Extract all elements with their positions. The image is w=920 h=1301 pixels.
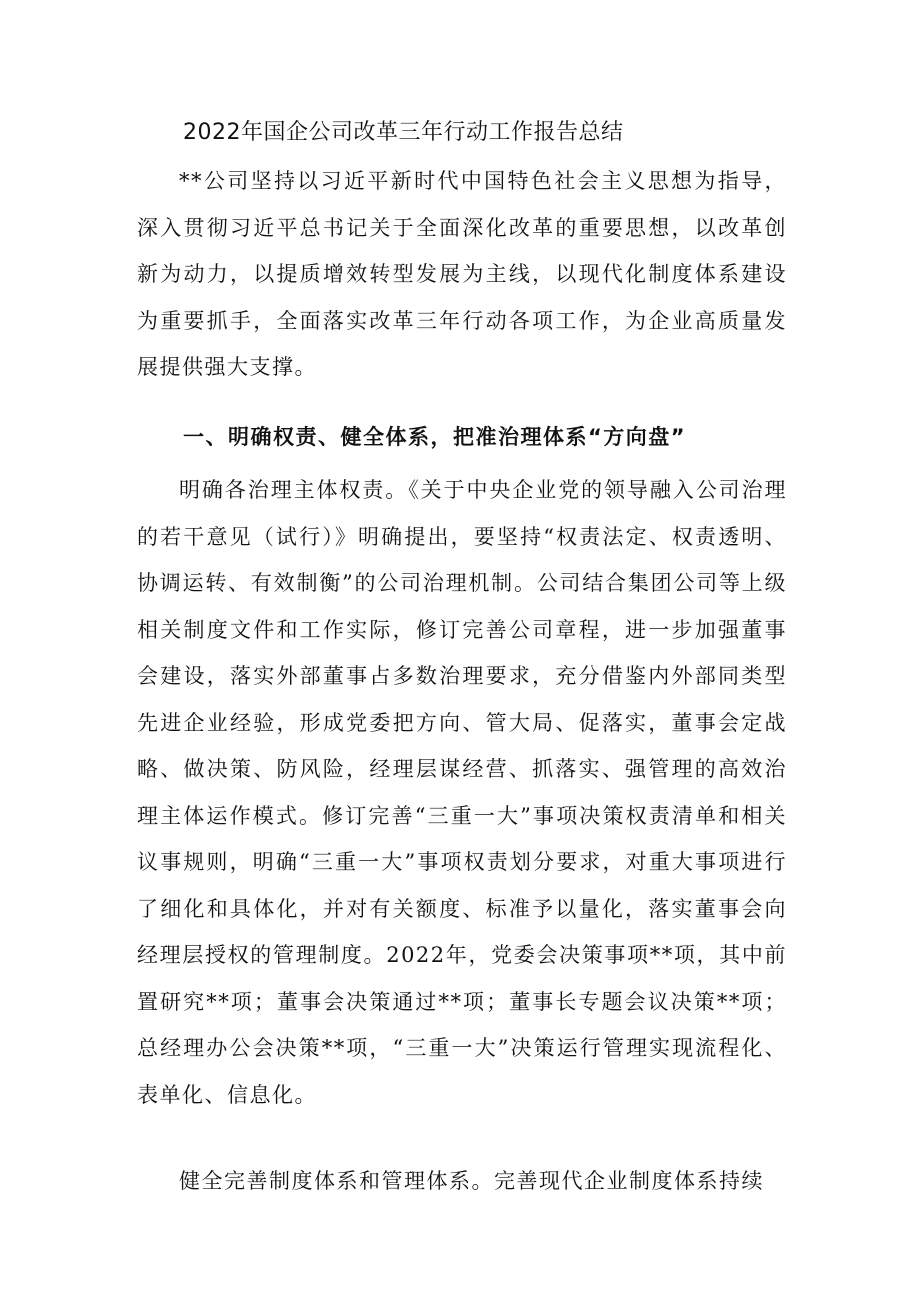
document-title: 2022年国企公司改革三年行动工作报告总结 xyxy=(183,120,624,145)
intro-paragraph: **公司坚持以习近平新时代中国特色社会主义思想为指导，深入贯彻习近平总书记关于全面深化改革的重要思想，以改革创新为动力，以提质增效转型发展为主线，以现代化制度体系建设为重要抓手，全面落实改革三年行动各项工作，为企业高质量发展提供强大支撑。 xyxy=(137,169,787,379)
section-heading-1: 一、明确权责、健全体系，把准治理体系“方向盘” xyxy=(183,425,687,449)
section1-paragraph-2: 健全完善制度体系和管理体系。完善现代企业制度体系持续 xyxy=(179,1169,764,1193)
section1-paragraph: 明确各治理主体权责。《关于中央企业党的领导融入公司治理的若干意见（试行）》明确提出，要坚持“权责法定、权责透明、协调运转、有效制衡”的公司治理机制。公司结合集团公司等上级相关制度文件和工作实际，修订完善公司章程，进一步加强董事会建设，落实外部董事占多数治理要求，充分借鉴内外部同类型先进企业经验，形成党委把方向、管大局、促落实，董事会定战略、做决策、防风险，经理层谋经营、抓落实、强管理的高效治理主体运作模式。修订完善“三重一大”事项决策权责清单和相关议事规则，明确“三重一大”事项权责划分要求，对重大事项进行了细化和具体化，并对有关额度、标准予以量化，落实董事会向经理层授权的管理制度。2022年，党委会决策事项**项，其中前置研究**项；董事会决策通过**项；董事长专题会议决策**项；总经理办公会决策**项，“三重一大”决策运行管理实现流程化、表单化、信息化。 xyxy=(137,478,787,1107)
